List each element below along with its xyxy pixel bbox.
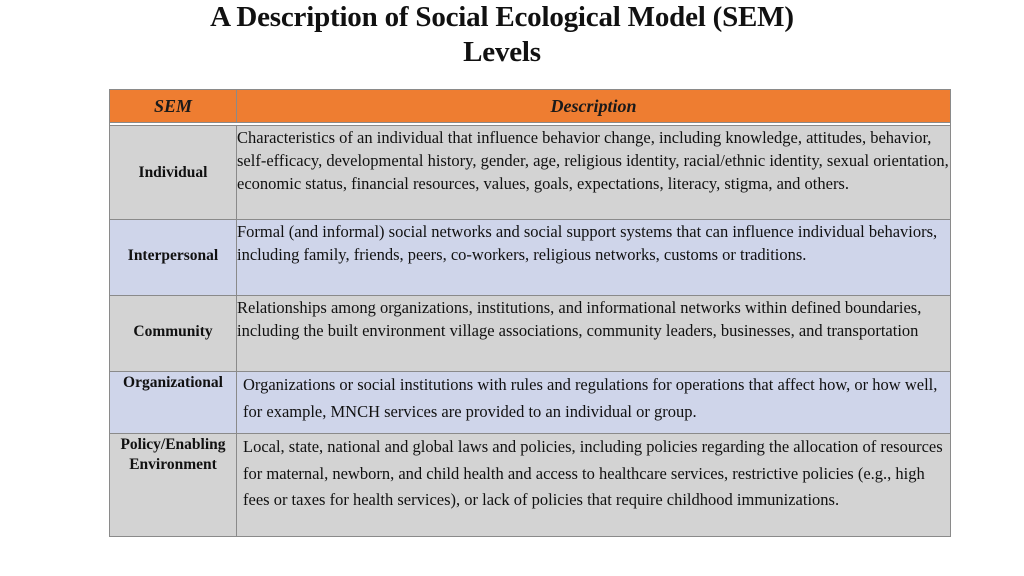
header-sem: SEM bbox=[110, 90, 237, 123]
description-organizational: Organizations or social institutions with rules and regulations for operations that affect how, or how well, for example, MNCH services are provided to an individual or group. bbox=[237, 372, 951, 434]
level-community: Community bbox=[110, 296, 237, 372]
sem-levels-table bbox=[109, 89, 951, 537]
table-row bbox=[110, 220, 951, 296]
level-individual: Individual bbox=[110, 126, 237, 220]
level-policy-line-1: Policy/Enabling bbox=[120, 436, 226, 453]
table-row bbox=[110, 296, 951, 372]
header-description: Description bbox=[237, 90, 951, 123]
level-interpersonal: Interpersonal bbox=[110, 220, 237, 296]
description-individual: Characteristics of an individual that influence behavior change, including knowledge, attitudes, behavior, self-efficacy, developmental history, gender, age, religious identity, racial/ethnic identity, sexual orientation, economic status, financial resources, values, goals, expectations, literacy, stigma, and others. bbox=[237, 126, 951, 220]
level-organizational: Organizational bbox=[110, 372, 237, 434]
title-line-2: Levels bbox=[463, 36, 541, 68]
table-row bbox=[110, 126, 951, 220]
table-header-row bbox=[110, 90, 951, 123]
table-row bbox=[110, 434, 951, 537]
slide-title bbox=[0, 0, 1004, 70]
description-community: Relationships among organizations, institutions, and informational networks within defined boundaries, including the built environment village associations, community leaders, businesses, and transportation bbox=[237, 296, 951, 372]
description-policy-enabling-environment: Local, state, national and global laws and policies, including policies regarding the allocation of resources for maternal, newborn, and child health and access to healthcare services, restrictive policies (e.g., high fees or taxes for health services), or lack of policies that require childhood immunizations. bbox=[237, 434, 951, 537]
description-interpersonal: Formal (and informal) social networks and social support systems that can influence individual behaviors, including family, friends, peers, co-workers, religious networks, customs or traditions. bbox=[237, 220, 951, 296]
level-policy-enabling-environment bbox=[110, 434, 237, 537]
table-row bbox=[110, 372, 951, 434]
level-policy-line-2: Environment bbox=[129, 456, 217, 473]
title-line-1: A Description of Social Ecological Model (SEM) bbox=[210, 1, 794, 33]
